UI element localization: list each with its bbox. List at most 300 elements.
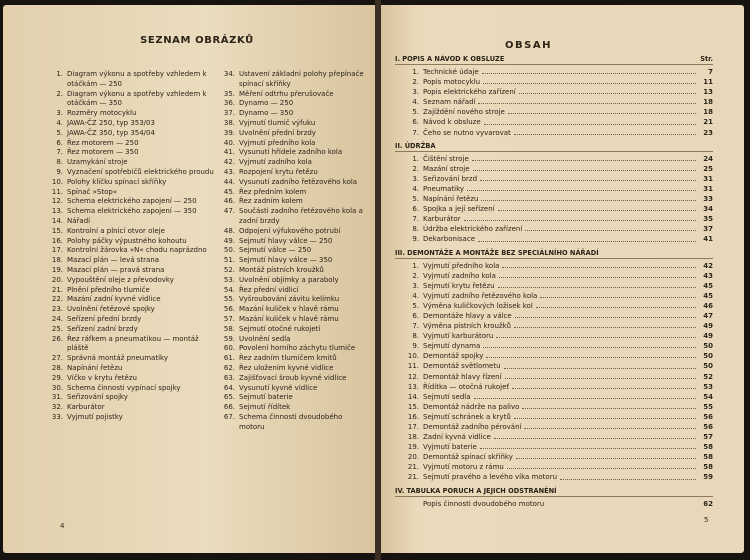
figure-list-item [222, 295, 368, 305]
figure-list-title: SEZNAM OBRÁZKŮ [140, 35, 254, 46]
entry-number: 13. [407, 382, 419, 391]
toc-entry [395, 97, 713, 107]
figure-list-item [50, 374, 215, 384]
dot-leader [486, 351, 696, 358]
entry-number: 17. [407, 423, 419, 431]
dot-leader [514, 128, 696, 135]
entry-page: 46 [703, 301, 713, 310]
figure-list-item [222, 344, 368, 354]
dot-leader [560, 472, 696, 479]
figure-list-item [50, 286, 215, 296]
dot-leader [483, 341, 696, 348]
dot-leader [494, 432, 696, 439]
figure-list-item [50, 384, 215, 394]
dot-leader [514, 321, 696, 328]
entry-page: 31 [703, 184, 713, 193]
section-title: I. POPIS A NÁVOD K OBSLUZE [395, 55, 505, 63]
entry-page: 43 [703, 271, 713, 280]
figure-list-item [222, 197, 368, 207]
figure-number: 39. [223, 128, 235, 137]
figure-number: 14. [51, 216, 63, 225]
figure-list-item [222, 403, 368, 413]
figure-number: 60. [223, 344, 235, 353]
figure-list-item [50, 295, 215, 305]
figure-caption: Polohy klíčku spínací skříňky [67, 177, 167, 186]
figure-number: 66. [223, 403, 235, 412]
dot-leader [522, 402, 696, 409]
entry-title: Pneumatiky [423, 184, 465, 193]
entry-number: 16. [407, 412, 419, 421]
figure-list-column-1 [50, 70, 215, 423]
dot-leader [478, 234, 696, 241]
figure-caption: Montáž pístních kroužků [239, 265, 324, 274]
entry-title: Sejmutí krytu řetězu [423, 281, 495, 290]
figure-number: 22. [51, 295, 63, 304]
entry-title: Demontáž světlometu [423, 362, 501, 371]
entry-number: 1. [412, 68, 419, 76]
toc-section-heading [395, 486, 713, 497]
entry-page: 42 [703, 261, 713, 270]
entry-page: 62 [703, 499, 713, 508]
figure-number: 58. [223, 324, 235, 333]
entry-title: Dekarbonisace [423, 235, 475, 244]
dot-leader [467, 184, 696, 191]
figure-caption: Sejmutí řídítek [239, 403, 291, 412]
figure-number: 64. [223, 383, 235, 392]
figure-number: 43. [223, 167, 235, 176]
figure-caption: JAWA-ČZ 350, typ 354/04 [67, 128, 155, 137]
figure-number: 51. [223, 256, 235, 265]
figure-list-item [222, 325, 368, 335]
entry-title: Zajíždění nového stroje [423, 108, 505, 117]
dot-leader [481, 194, 696, 201]
entry-number: 5. [412, 195, 419, 204]
figure-list-item [50, 188, 215, 198]
figure-list-item [50, 364, 215, 374]
figure-list-item [50, 197, 215, 207]
figure-list-item [222, 364, 368, 374]
dot-leader [504, 361, 696, 368]
figure-number: 16. [51, 236, 63, 245]
figure-caption: Vyjmutí předního kola [239, 138, 316, 147]
figure-caption: Vyjmutí zadního kola [239, 158, 312, 167]
dot-leader [472, 154, 696, 161]
toc-entry [395, 224, 713, 234]
figure-list-item [222, 70, 368, 90]
toc-entry [395, 422, 713, 432]
entry-number: 5. [412, 108, 419, 117]
figure-caption: Kontrolní a plnicí otvor oleje [67, 226, 165, 235]
figure-caption: Vysunutí kyvné vidlice [239, 383, 318, 392]
entry-number: 8. [412, 332, 419, 341]
dot-leader [474, 392, 697, 399]
figure-list-item [50, 109, 215, 119]
entry-page: 54 [703, 392, 713, 401]
toc-section [395, 141, 713, 245]
entry-title: Demontáže hlavy a válce [423, 311, 512, 320]
figure-caption: Měření odtrhu přerušovače [239, 89, 334, 98]
figure-caption: Vyjmutí pojistky [67, 412, 123, 421]
figure-number: 33. [51, 412, 63, 421]
toc-entry [395, 117, 713, 127]
toc-section [395, 486, 713, 509]
entry-number: 6. [412, 118, 419, 127]
figure-number: 56. [223, 305, 235, 314]
figure-list-item [50, 178, 215, 188]
entry-page: 45 [703, 281, 713, 290]
figure-caption: Ustavení základní polohy přepínače spínací skříňky [239, 70, 364, 88]
entry-title: Demontáž nádrže na palivo [423, 402, 520, 411]
entry-page: 58 [703, 463, 713, 472]
entry-page: 58 [703, 453, 713, 462]
toc-entry [395, 77, 713, 87]
toc-entry [395, 412, 713, 422]
figure-caption: Zajišťovací šroub kyvné vidlice [239, 373, 347, 382]
dot-leader [512, 382, 696, 389]
entry-number: 4. [412, 291, 419, 300]
figure-caption: Vyjmutí tlumič výfuku [239, 118, 316, 127]
figure-number: 19. [51, 265, 63, 274]
toc-entry [395, 321, 713, 331]
figure-number: 6. [56, 138, 63, 147]
figure-caption: Sejmutí hlavy válce — 250 [239, 236, 333, 245]
toc-entry [395, 432, 713, 442]
entry-title: Technické údaje [423, 68, 479, 76]
entry-page: 31 [703, 174, 713, 183]
page-column-label: Str. [700, 55, 713, 63]
figure-number: 15. [51, 226, 63, 235]
contents-title: OBSAH [505, 40, 552, 51]
entry-title: Demontáž spínací skříňky [423, 453, 513, 462]
entry-title: Výměna pístních kroužků [423, 322, 511, 331]
figure-number: 57. [223, 314, 235, 323]
figure-caption: Sejmutí baterie [239, 393, 293, 402]
entry-number: 15. [407, 402, 419, 411]
figure-number: 44. [223, 177, 235, 186]
dot-leader [464, 214, 696, 221]
figure-caption: Uvolnění řetězové spojky [67, 305, 155, 314]
figure-number: 45. [223, 187, 235, 196]
entry-title: Vyjmutí předního kola [423, 261, 500, 270]
figure-list-item [222, 266, 368, 276]
entry-number: 1. [412, 261, 419, 270]
dot-leader [508, 107, 696, 114]
toc-entry [395, 261, 713, 271]
entry-page: 34 [703, 205, 713, 214]
figure-number: 3. [56, 109, 63, 118]
entry-page: 52 [703, 372, 713, 381]
toc-entry [395, 67, 713, 77]
entry-title: Popis činnosti dvoudobého motoru [423, 499, 545, 508]
figure-caption: Mazací plán — levá strana [67, 256, 160, 265]
entry-title: Sejmutí schránek a krytů [423, 412, 511, 421]
entry-number: 21. [407, 463, 419, 472]
dot-leader [499, 271, 696, 278]
entry-title: Vyjmutí karburátoru [423, 332, 494, 341]
entry-number: 10. [407, 352, 419, 361]
toc-entry [395, 331, 713, 341]
figure-list-item [50, 237, 215, 247]
toc-section-heading [395, 141, 713, 152]
entry-page: 57 [703, 433, 713, 442]
entry-title: Zadní kyvná vidlice [423, 433, 491, 442]
dot-leader [515, 311, 696, 318]
entry-number: 2. [412, 271, 419, 280]
figure-list-item [50, 335, 215, 355]
entry-page: 47 [703, 311, 713, 320]
entry-page: 59 [703, 473, 713, 482]
entry-number: 20. [407, 453, 419, 462]
figure-list-item [50, 266, 215, 276]
figure-caption: Schema elektrického zapojení — 250 [67, 197, 197, 206]
entry-number: 1. [412, 154, 419, 163]
entry-number: 14. [407, 392, 419, 401]
dot-leader [540, 291, 696, 298]
entry-number: 2. [412, 164, 419, 173]
figure-number: 40. [223, 138, 235, 147]
entry-page: 7 [708, 68, 713, 76]
figure-list-item [222, 315, 368, 325]
dot-leader [507, 462, 696, 469]
figure-list-item [50, 90, 215, 110]
figure-list-item [50, 168, 215, 178]
figure-caption: Seřízení zadní brzdy [67, 324, 138, 333]
toc-entry [395, 372, 713, 382]
figure-number: 27. [51, 354, 63, 363]
figure-number: 46. [223, 197, 235, 206]
entry-title: Sejmutí sedla [423, 392, 471, 401]
entry-title: Vyjmutí motoru z rámu [423, 463, 504, 472]
figure-caption: Vyznačení spotřebičů elektrického proudu [67, 167, 214, 176]
figure-list-item [222, 237, 368, 247]
toc-section-heading [395, 54, 713, 65]
figure-caption: Vypouštění oleje z převodovky [67, 275, 174, 284]
figure-caption: Vysunutí hřídele zadního kola [239, 148, 343, 157]
figure-list-item [50, 129, 215, 139]
entry-page: 58 [703, 443, 713, 452]
figure-number: 32. [51, 403, 63, 412]
entry-page: 24 [703, 154, 713, 163]
dot-leader [480, 442, 696, 449]
entry-title: Seřizování brzd [423, 174, 478, 183]
figure-list-item [222, 305, 368, 315]
entry-title: Čištění stroje [423, 154, 469, 163]
entry-title: Sejmutí dynama [423, 342, 481, 351]
toc-entry [395, 402, 713, 412]
figure-list-item [50, 305, 215, 315]
toc-entry [395, 392, 713, 402]
dot-leader [516, 452, 696, 459]
table-of-contents [395, 54, 713, 512]
entry-page: 55 [703, 402, 713, 411]
toc-entry [395, 87, 713, 97]
section-title: IV. TABULKA PORUCH A JEJICH ODSTRANĚNÍ [395, 486, 557, 495]
toc-entry [395, 472, 713, 482]
figure-number: 21. [51, 285, 63, 294]
figure-number: 10. [51, 177, 63, 186]
section-title: II. ÚDRŽBA [395, 141, 436, 150]
figure-caption: JAWA-ČZ 250, typ 353/03 [67, 118, 155, 127]
entry-page: 50 [703, 352, 713, 361]
entry-title: Vyjmutí zadního řetězového kola [423, 291, 538, 300]
figure-caption: Mazací plán — pravá strana [67, 265, 165, 274]
figure-number: 50. [223, 246, 235, 255]
figure-list-item [50, 354, 215, 364]
figure-caption: Napínání řetězu [67, 363, 123, 372]
figure-caption: Nářadí [67, 216, 91, 225]
toc-entry [395, 341, 713, 351]
entry-page: 35 [703, 215, 713, 224]
entry-title: Demontáž zadního pérování [423, 423, 522, 431]
entry-page: 37 [703, 225, 713, 234]
figure-caption: Rozměry motocyklu [67, 109, 137, 118]
figure-caption: Odpojení výfukového potrubí [239, 226, 341, 235]
figure-caption: Schema činnosti vypínací spojky [67, 383, 181, 392]
figure-caption: Uvolnění přední brzdy [239, 128, 316, 137]
figure-list-item [50, 403, 215, 413]
entry-number: 12. [407, 372, 419, 381]
figure-number: 36. [223, 99, 235, 108]
toc-entry [395, 204, 713, 214]
entry-page: 11 [703, 78, 713, 87]
dot-leader [519, 87, 696, 94]
figure-caption: Vyšroubování závitu kelímku [239, 295, 340, 304]
entry-page: 56 [703, 412, 713, 421]
figure-list-item [50, 119, 215, 129]
toc-entry [395, 107, 713, 117]
figure-number: 13. [51, 207, 63, 216]
figure-caption: Schema činnosti dvoudobého motoru [239, 412, 343, 431]
entry-number: 18. [407, 433, 419, 442]
entry-page: 50 [703, 342, 713, 351]
entry-number: 8. [412, 225, 419, 234]
toc-entry [395, 281, 713, 291]
figure-list-item [50, 246, 215, 256]
entry-page: 49 [703, 332, 713, 341]
figure-caption: Kontrolní žárovka »N« chodu naprázdno [67, 246, 207, 255]
figure-caption: Řez uložením kyvné vidlice [239, 363, 334, 372]
figure-number: 2. [56, 89, 63, 98]
figure-list-item [222, 393, 368, 403]
dot-leader [505, 372, 696, 379]
entry-title: Spojka a její seřízení [423, 205, 495, 214]
toc-entry [395, 382, 713, 392]
entry-number: 5. [412, 301, 419, 310]
entry-number: 19. [407, 443, 419, 452]
entry-number: 9. [412, 342, 419, 351]
dot-leader [478, 97, 696, 104]
figure-list-item [222, 227, 368, 237]
figure-list-item [222, 384, 368, 394]
figure-list-item [50, 413, 215, 423]
entry-number: 3. [412, 88, 419, 97]
figure-list-item [50, 315, 215, 325]
toc-entry [395, 194, 713, 204]
dot-leader [496, 331, 696, 338]
entry-page: 13 [703, 88, 713, 97]
figure-list-item [222, 188, 368, 198]
figure-list-item [222, 256, 368, 266]
entry-number: 3. [412, 281, 419, 290]
figure-caption: Vysunutí zadního řetězového kola [239, 177, 358, 186]
entry-number: 4. [412, 98, 419, 107]
figure-number: 5. [56, 128, 63, 137]
figure-number: 1. [56, 70, 63, 78]
entry-number: 4. [412, 184, 419, 193]
figure-caption: Sejmutí válce — 250 [239, 246, 312, 255]
figure-number: 31. [51, 393, 63, 402]
entry-page: 49 [703, 322, 713, 331]
figure-caption: Řez předním kolem [239, 187, 307, 196]
figure-number: 59. [223, 334, 235, 343]
entry-page: 23 [703, 128, 713, 137]
dot-leader [514, 412, 696, 419]
figure-number: 55. [223, 295, 235, 304]
dot-leader [547, 499, 696, 506]
entry-page: 18 [703, 98, 713, 107]
figure-caption: Karburátor [67, 403, 105, 412]
dot-leader [480, 174, 696, 181]
figure-caption: Spínač »Stop« [67, 187, 118, 196]
left-page-number: 4 [60, 522, 65, 530]
toc-entry [395, 184, 713, 194]
figure-number: 12. [51, 197, 63, 206]
figure-number: 28. [51, 363, 63, 372]
toc-entry [395, 214, 713, 224]
figure-caption: Řez zadním tlumičem kmitů [239, 354, 337, 363]
dot-leader [473, 164, 696, 171]
entry-title: Vyjmutí zadního kola [423, 271, 496, 280]
toc-entry [395, 351, 713, 361]
dot-leader [484, 117, 696, 124]
figure-caption: Součásti zadního řetězového kola a zadní brzdy [239, 207, 363, 225]
entry-page: 41 [703, 235, 713, 244]
figure-caption: Mazání kuliček v hlavě rámu [239, 314, 339, 323]
toc-entry [395, 271, 713, 281]
entry-number: 11. [407, 362, 419, 371]
figure-number: 49. [223, 236, 235, 245]
toc-entry [395, 234, 713, 244]
entry-number: 3. [412, 174, 419, 183]
entry-title: Karburátor [423, 215, 461, 224]
figure-list-item [222, 335, 368, 345]
entry-number: 7. [412, 322, 419, 331]
figure-caption: Plnění předního tlumiče [67, 285, 150, 294]
figure-list-item [222, 90, 368, 100]
figure-list-item [50, 148, 215, 158]
figure-number: 7. [56, 148, 63, 157]
toc-entry [395, 452, 713, 462]
figure-list-item [222, 374, 368, 384]
entry-number: 7. [412, 128, 419, 137]
entry-title: Mazání stroje [423, 164, 470, 173]
figure-number: 47. [223, 207, 235, 216]
entry-page: 18 [703, 108, 713, 117]
entry-page: 53 [703, 382, 713, 391]
toc-entry [395, 301, 713, 311]
figure-number: 24. [51, 314, 63, 323]
figure-number: 18. [51, 256, 63, 265]
figure-caption: Řez ráfkem a pneumatikou — montáž pláště [67, 334, 199, 353]
figure-list-item [50, 227, 215, 237]
entry-title: Řídítka — otočná rukojeť [423, 382, 510, 391]
dot-leader [525, 224, 696, 231]
figure-caption: Uvolnění sedla [239, 334, 291, 343]
toc-entry [395, 361, 713, 371]
figure-number: 11. [51, 187, 63, 196]
figure-list-item [222, 158, 368, 168]
figure-caption: Řez přední vidlicí [239, 285, 299, 294]
